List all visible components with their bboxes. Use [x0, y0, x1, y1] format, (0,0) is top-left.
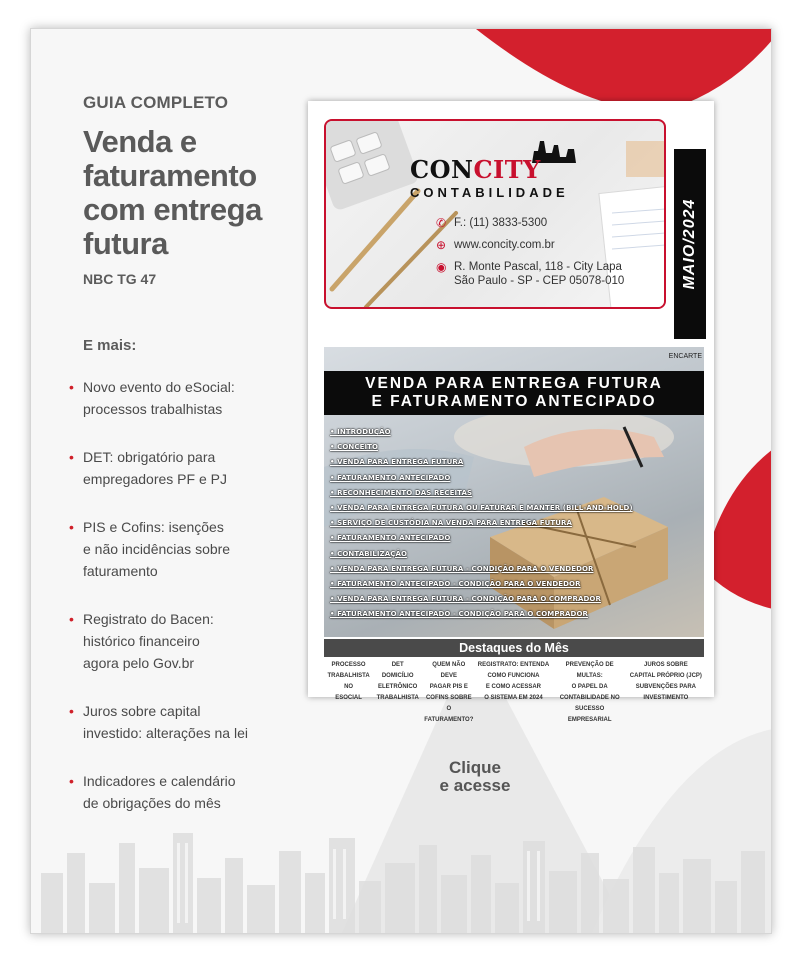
highlight-item: REGISTRATO: ENTENDA COMO FUNCIONA E COMO ACESSAR O SISTEMA EM 2024 — [477, 662, 550, 701]
list-item: • VENDA PARA ENTREGA FUTURA - CONDIÇÃO PARA O COMPRADOR — [330, 595, 601, 604]
address: R. Monte Pascal, 118 - City Lapa São Paulo - SP - CEP 05078-010 — [454, 261, 625, 287]
cta-line: e acesse — [439, 776, 511, 795]
list-item — [69, 700, 298, 744]
kicker: GUIA COMPLETO — [83, 93, 229, 112]
bullet-icon: • — [69, 519, 74, 535]
title-line: com entrega — [83, 192, 262, 227]
company-logo-subtitle: CONTABILIDADE — [410, 185, 569, 200]
city-skyline — [31, 823, 772, 933]
highlight-item: PREVENÇÃO DE MULTAS: O PAPEL DA CONTABILIDADE NO SUCESSO EMPRESARIAL — [559, 662, 620, 723]
bullet-line: investido: alterações na lei — [83, 725, 248, 741]
bullet-line: e não incidências sobre — [83, 541, 231, 557]
bullet-line: PIS e Cofins: isenções — [83, 519, 224, 535]
bullet-line: de obrigações do mês — [83, 795, 221, 811]
highlight-item: QUEM NÃO DEVE PAGAR PIS E COFINS SOBRE O FATURAMENTO? — [424, 662, 474, 723]
bullet-icon: • — [69, 703, 74, 719]
cover-topics-list — [330, 425, 633, 623]
title-line: Venda e — [83, 124, 197, 159]
bullet-icon: • — [69, 449, 74, 465]
subtitle: NBC TG 47 — [83, 271, 157, 287]
phone-icon: ✆ — [436, 216, 447, 230]
bullet-line: faturamento — [83, 563, 158, 579]
bullet-line: DET: obrigatório para — [83, 449, 216, 465]
list-item: • FATURAMENTO ANTECIPADO - CONDIÇÃO PARA O COMPRADOR — [330, 610, 589, 619]
click-to-access-link[interactable] — [435, 759, 515, 795]
cover-headline — [324, 371, 704, 415]
top-red-swoosh — [476, 29, 772, 110]
more-heading: E mais: — [83, 337, 137, 354]
highlight-item: DET DOMICÍLIO ELETRÔNICO TRABALHISTA — [376, 662, 419, 701]
bullet-line: histórico financeiro — [83, 633, 200, 649]
title-line: faturamento — [83, 158, 257, 193]
list-item: • FATURAMENTO ANTECIPADO — [330, 534, 451, 543]
company-logo: CONCITY — [410, 155, 541, 184]
insert-label: ENCARTE — [668, 353, 702, 360]
list-item — [69, 446, 298, 490]
globe-icon: ⊕ — [436, 238, 447, 252]
list-item — [69, 516, 298, 582]
bullet-icon: • — [69, 611, 74, 627]
cover-header-image — [324, 119, 666, 309]
cover-photo — [324, 347, 704, 637]
issue-date: MAIO/2024 — [681, 198, 698, 290]
phone-number: F.: (11) 3833-5300 — [454, 217, 548, 229]
title-line: futura — [83, 226, 168, 261]
left-column — [69, 93, 298, 840]
bullet-line: Novo evento do eSocial: — [83, 379, 235, 395]
highlight-item: JUROS SOBRE CAPITAL PRÓPRIO (JCP) SUBVENÇÕES PARA INVESTIMENTO — [629, 662, 702, 701]
list-item: • RECONHECIMENTO DAS RECEITAS — [330, 488, 473, 497]
highlights-row — [324, 660, 704, 723]
bullet-icon: • — [69, 379, 74, 395]
bullet-line: Indicadores e calendário — [83, 773, 236, 789]
bullet-line: empregadores PF e PJ — [83, 471, 227, 487]
headline-line: E FATURAMENTO ANTECIPADO — [371, 393, 657, 410]
highlights-title: Destaques do Mês — [324, 639, 704, 657]
bullet-line: Registrato do Bacen: — [83, 611, 214, 627]
list-item — [69, 608, 298, 674]
list-item: • SERVIÇO DE CUSTÓDIA NA VENDA PARA ENTREGA FUTURA — [330, 519, 573, 528]
location-pin-icon: ◉ — [436, 260, 447, 274]
cta-line: Clique — [449, 758, 501, 777]
list-item: • VENDA PARA ENTREGA FUTURA - CONDIÇÃO PARA O VENDEDOR — [330, 564, 594, 573]
bullet-icon: • — [69, 773, 74, 789]
issue-date-bar — [674, 149, 706, 339]
list-item: • CONTABILIZAÇÃO — [330, 549, 408, 558]
bullet-line: agora pelo Gov.br — [83, 655, 195, 671]
list-item: • INTRODUÇÃO — [330, 428, 391, 436]
list-item: • VENDA PARA ENTREGA FUTURA OU FATURAR E MANTER (BILL-AND-HOLD) — [330, 504, 633, 513]
highlight-item: PROCESSO TRABALHISTA NO ESOCIAL — [327, 662, 370, 701]
promo-card[interactable] — [30, 28, 772, 934]
bullet-line: processos trabalhistas — [83, 401, 223, 417]
topics-list — [69, 376, 298, 814]
bullet-line: Juros sobre capital — [83, 703, 201, 719]
list-item: • FATURAMENTO ANTECIPADO - CONDIÇÃO PARA O VENDEDOR — [330, 580, 581, 589]
list-item — [69, 376, 298, 420]
website: www.concity.com.br — [454, 239, 555, 251]
page-title — [83, 125, 298, 261]
list-item — [69, 770, 298, 814]
list-item: • CONCEITO — [330, 443, 379, 452]
headline-line: VENDA PARA ENTREGA FUTURA — [365, 375, 663, 392]
list-item: • VENDA PARA ENTREGA FUTURA — [330, 458, 464, 467]
list-item: • FATURAMENTO ANTECIPADO — [330, 473, 451, 482]
magazine-cover[interactable] — [308, 101, 714, 723]
